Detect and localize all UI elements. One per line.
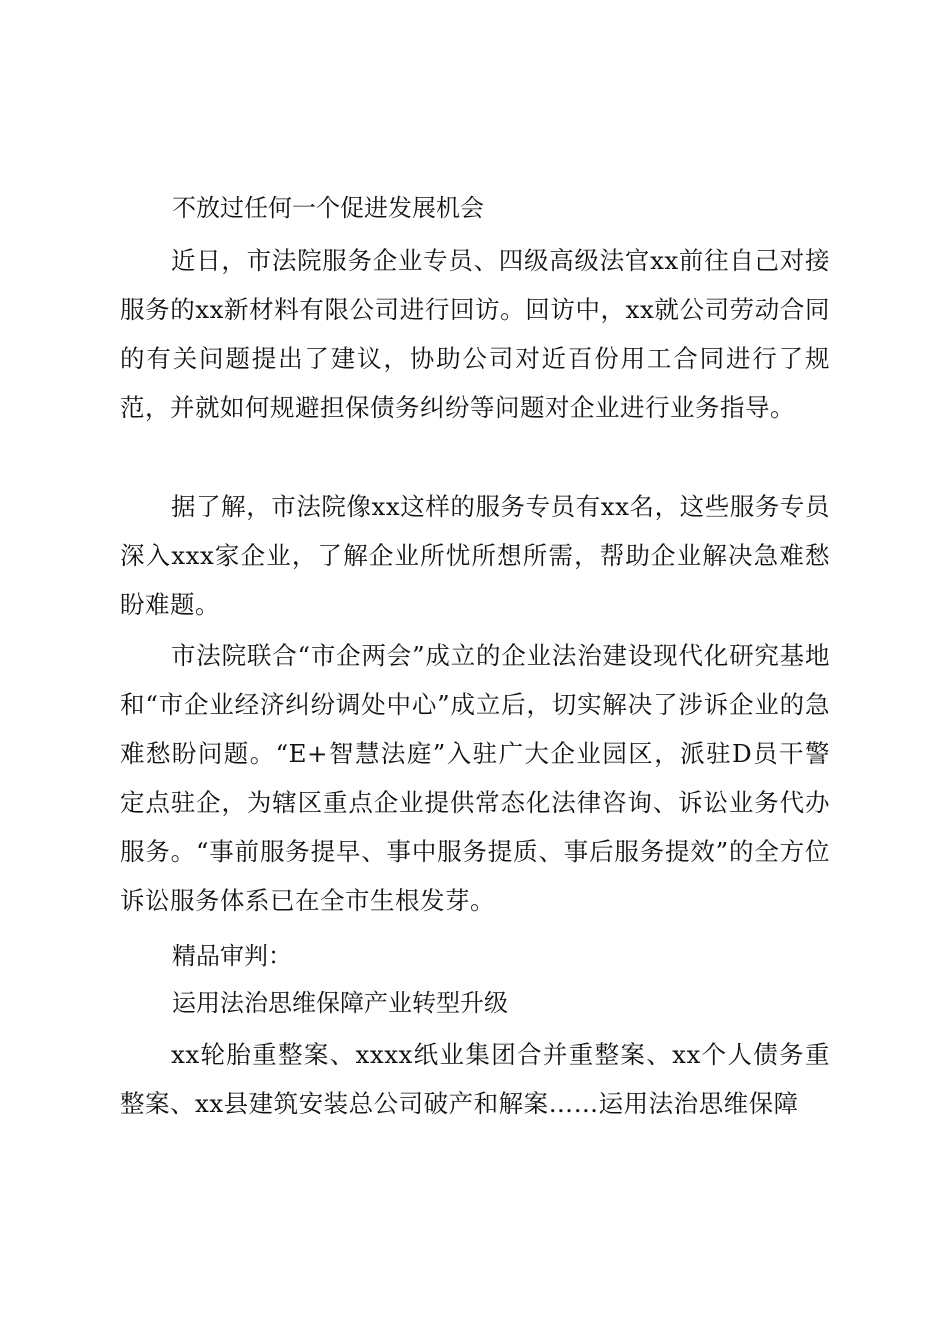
body-paragraph: 市法院联合“市企两会”成立的企业法治建设现代化研究基地和“市企业经济纠纷调处中心”成立后，切实解决了涉诉企业的急难愁盼问题。“E+智慧法庭”入驻广大企业园区，派驻D员干警定点驻企，为辖区重点企业提供常态化法律咨询、诉讼业务代办服务。“事前服务提早、事中服务提质、事后服务提效”的全方位诉讼服务体系已在全市生根发芽。 xyxy=(120,641,830,915)
body-paragraph: xx轮胎重整案、xxxx纸业集团合并重整案、xx个人债务重整案、xx县建筑安装总公司破产和解案……运用法治思维保障 xyxy=(120,1040,830,1118)
body-paragraph: 近日，市法院服务企业专员、四级高级法官xx前往自己对接服务的xx新材料有限公司进行回访。回访中，xx就公司劳动合同的有关问题提出了建议，协助公司对近百份用工合同进行了规范，并就如何规避担保债务纠纷等问题对企业进行业务指导。 xyxy=(120,246,830,422)
section-heading: 精品审判： xyxy=(172,942,292,970)
body-paragraph: 据了解，市法院像xx这样的服务专员有xx名，这些服务专员深入xxx家企业，了解企业所忧所想所需，帮助企业解决急难愁盼难题。 xyxy=(120,492,830,619)
section-heading: 运用法治思维保障产业转型升级 xyxy=(172,989,508,1017)
section-heading: 不放过任何一个促进发展机会 xyxy=(172,194,484,222)
